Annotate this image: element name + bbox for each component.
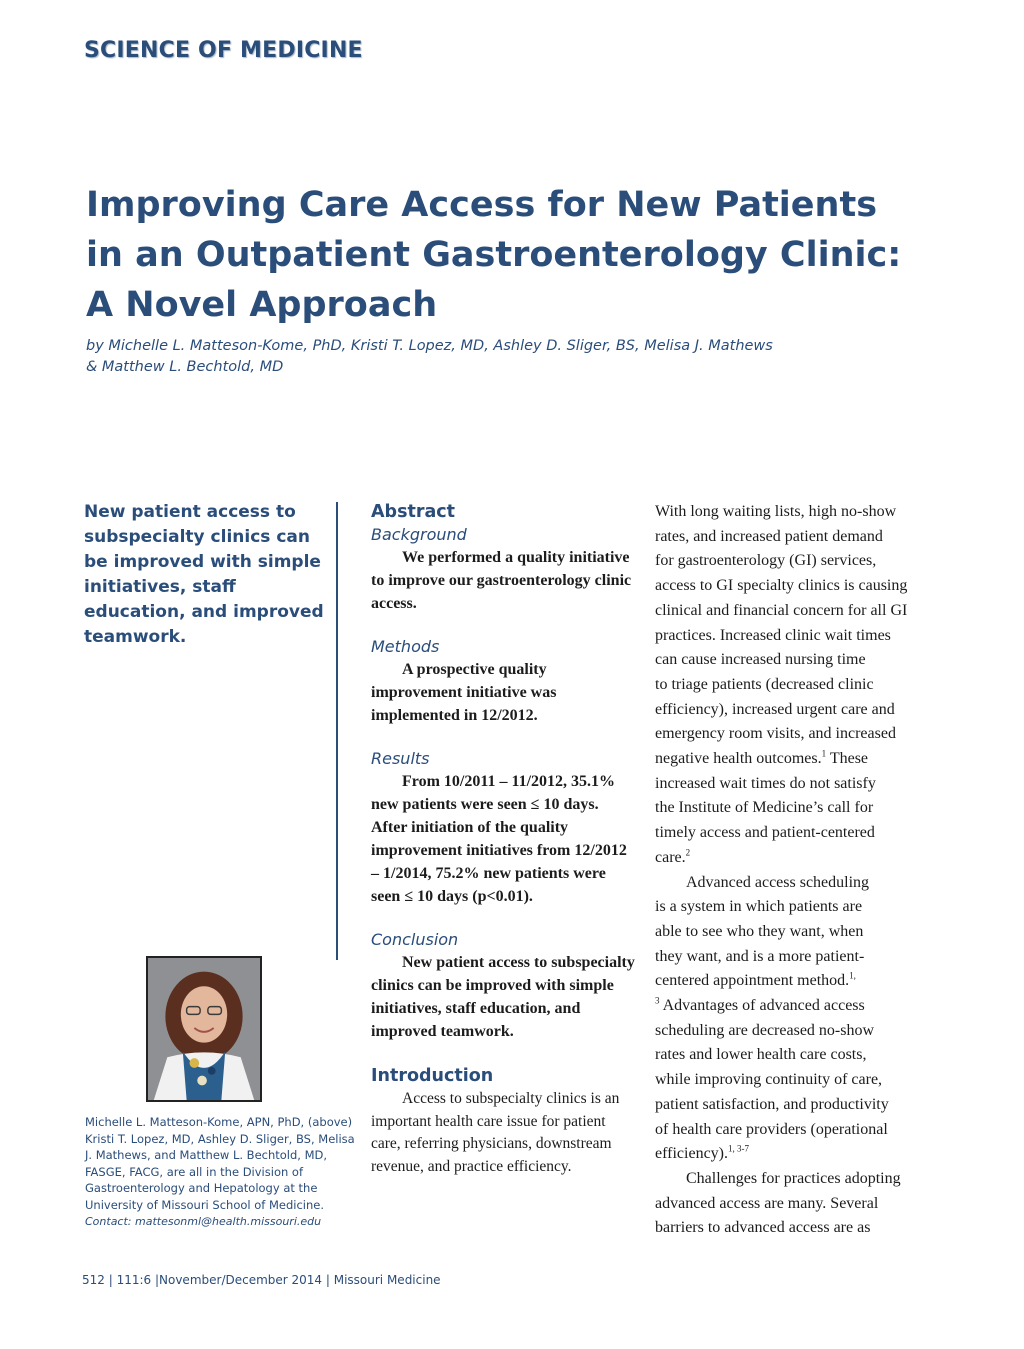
methods-text: A prospective quality improvement initiative was implemented in 12/2012. xyxy=(371,661,557,724)
reference-superscript: 3 xyxy=(655,995,660,1006)
body-line: for gastroenterology (GI) services, xyxy=(655,552,877,570)
body-line: access to GI specialty clinics is causing xyxy=(655,577,908,595)
byline-line: & Matthew L. Bechtold, MD xyxy=(86,359,284,375)
body-text: These xyxy=(826,750,869,768)
title-line: Improving Care Access for New Patients xyxy=(86,185,878,225)
body-line: efficiency), increased urgent care and xyxy=(655,700,895,718)
body-line: rates and lower health care costs, xyxy=(655,1046,867,1064)
reference-superscript: 1, 3-7 xyxy=(728,1143,749,1154)
body-line: of health care providers (operational xyxy=(655,1120,888,1138)
contact-email: Contact: mattesonml@health.missouri.edu xyxy=(85,1214,322,1228)
reference-superscript: 1, xyxy=(849,971,856,982)
introduction-heading: Introduction xyxy=(371,1066,494,1086)
page-footer: 512 | 111:6 |November/December 2014 | Missouri Medicine xyxy=(82,1273,441,1287)
body-line: able to see who they want, when xyxy=(655,922,864,940)
conclusion-label: Conclusion xyxy=(371,930,459,949)
author-portrait-image xyxy=(148,958,260,1100)
section-label: SCIENCE OF MEDICINE xyxy=(84,38,363,63)
body-line: scheduling are decreased no-show xyxy=(655,1021,875,1039)
reference-superscript: 1 xyxy=(821,748,827,759)
body-line: With long waiting lists, high no-show xyxy=(655,503,897,520)
body-column xyxy=(655,500,923,1241)
body-line xyxy=(655,994,923,1019)
body-line: advanced access are many. Several xyxy=(655,1194,879,1212)
body-text: negative health outcomes. xyxy=(655,750,822,768)
body-text: centered appointment method. xyxy=(655,972,850,990)
body-line: Advanced access scheduling xyxy=(686,873,870,891)
body-line: while improving continuity of care, xyxy=(655,1071,883,1089)
body-line: is a system in which patients are xyxy=(655,898,863,916)
results-text: From 10/2011 – 11/2012, 35.1% new patients were seen ≤ 10 days. After initiation of the quality improvement initiatives from 12/2012 – 1/2014, 75.2% new patients were seen ≤ 10 days (p<0.01). xyxy=(371,773,627,905)
body-text: Advantages of advanced access xyxy=(659,997,865,1015)
author-photo xyxy=(146,956,262,1102)
body-line xyxy=(655,1142,923,1167)
methods-label: Methods xyxy=(371,637,440,656)
results-label: Results xyxy=(371,749,430,768)
body-line: patient satisfaction, and productivity xyxy=(655,1095,889,1113)
title-line: in an Outpatient Gastroenterology Clinic: xyxy=(86,235,902,275)
abstract-heading: Abstract xyxy=(371,502,456,522)
photo-caption xyxy=(85,1114,355,1230)
body-line: clinical and financial concern for all GI xyxy=(655,601,908,619)
reference-superscript: 2 xyxy=(685,847,691,858)
body-text: care. xyxy=(655,848,686,866)
body-line: they want, and is a more patient- xyxy=(655,947,865,965)
body-line: barriers to advanced access are as xyxy=(655,1219,871,1237)
introduction-text: Access to subspecialty clinics is an important health care issue for patient care, referring physicians, downstream revenue, and practice efficiency. xyxy=(371,1090,620,1175)
title-line: A Novel Approach xyxy=(86,285,438,325)
conclusion-text: New patient access to subspecialty clinics can be improved with simple initiatives, staff education, and improved teamwork. xyxy=(371,954,635,1040)
body-line: to triage patients (decreased clinic xyxy=(655,675,874,693)
background-text: We performed a quality initiative to improve our gastroenterology clinic access. xyxy=(371,549,632,612)
byline-line: by Michelle L. Matteson-Kome, PhD, Kristi T. Lopez, MD, Ashley D. Sliger, BS, Melisa J. Mathews xyxy=(86,338,773,354)
abstract-column xyxy=(371,500,637,1178)
body-line: can cause increased nursing time xyxy=(655,651,866,669)
body-line: Challenges for practices adopting xyxy=(686,1169,901,1187)
article-title xyxy=(86,180,902,330)
caption-text: Michelle L. Matteson-Kome, APN, PhD, (above) Kristi T. Lopez, MD, Ashley D. Sliger, BS, Melisa J. Mathews, and Matthew L. Bechtold, MD, FASGE, FACG, are all in the Division of Gastroenterology and Hepatology at the University of Missouri School of Medicine. xyxy=(85,1115,355,1212)
body-line: timely access and patient-centered xyxy=(655,824,875,842)
body-line: rates, and increased patient demand xyxy=(655,527,883,545)
byline xyxy=(86,336,786,378)
body-text: efficiency). xyxy=(655,1145,728,1163)
pull-quote: New patient access to subspecialty clinics can be improved with simple initiatives, staff education, and improved teamwork. xyxy=(84,502,324,647)
column-divider xyxy=(336,502,338,960)
body-line xyxy=(655,846,923,871)
body-line: the Institute of Medicine’s call for xyxy=(655,799,874,817)
body-line xyxy=(655,969,923,994)
background-label: Background xyxy=(371,525,467,544)
body-line xyxy=(655,747,923,772)
body-line: practices. Increased clinic wait times xyxy=(655,626,891,644)
body-line: emergency room visits, and increased xyxy=(655,725,896,743)
body-line: increased wait times do not satisfy xyxy=(655,774,876,792)
